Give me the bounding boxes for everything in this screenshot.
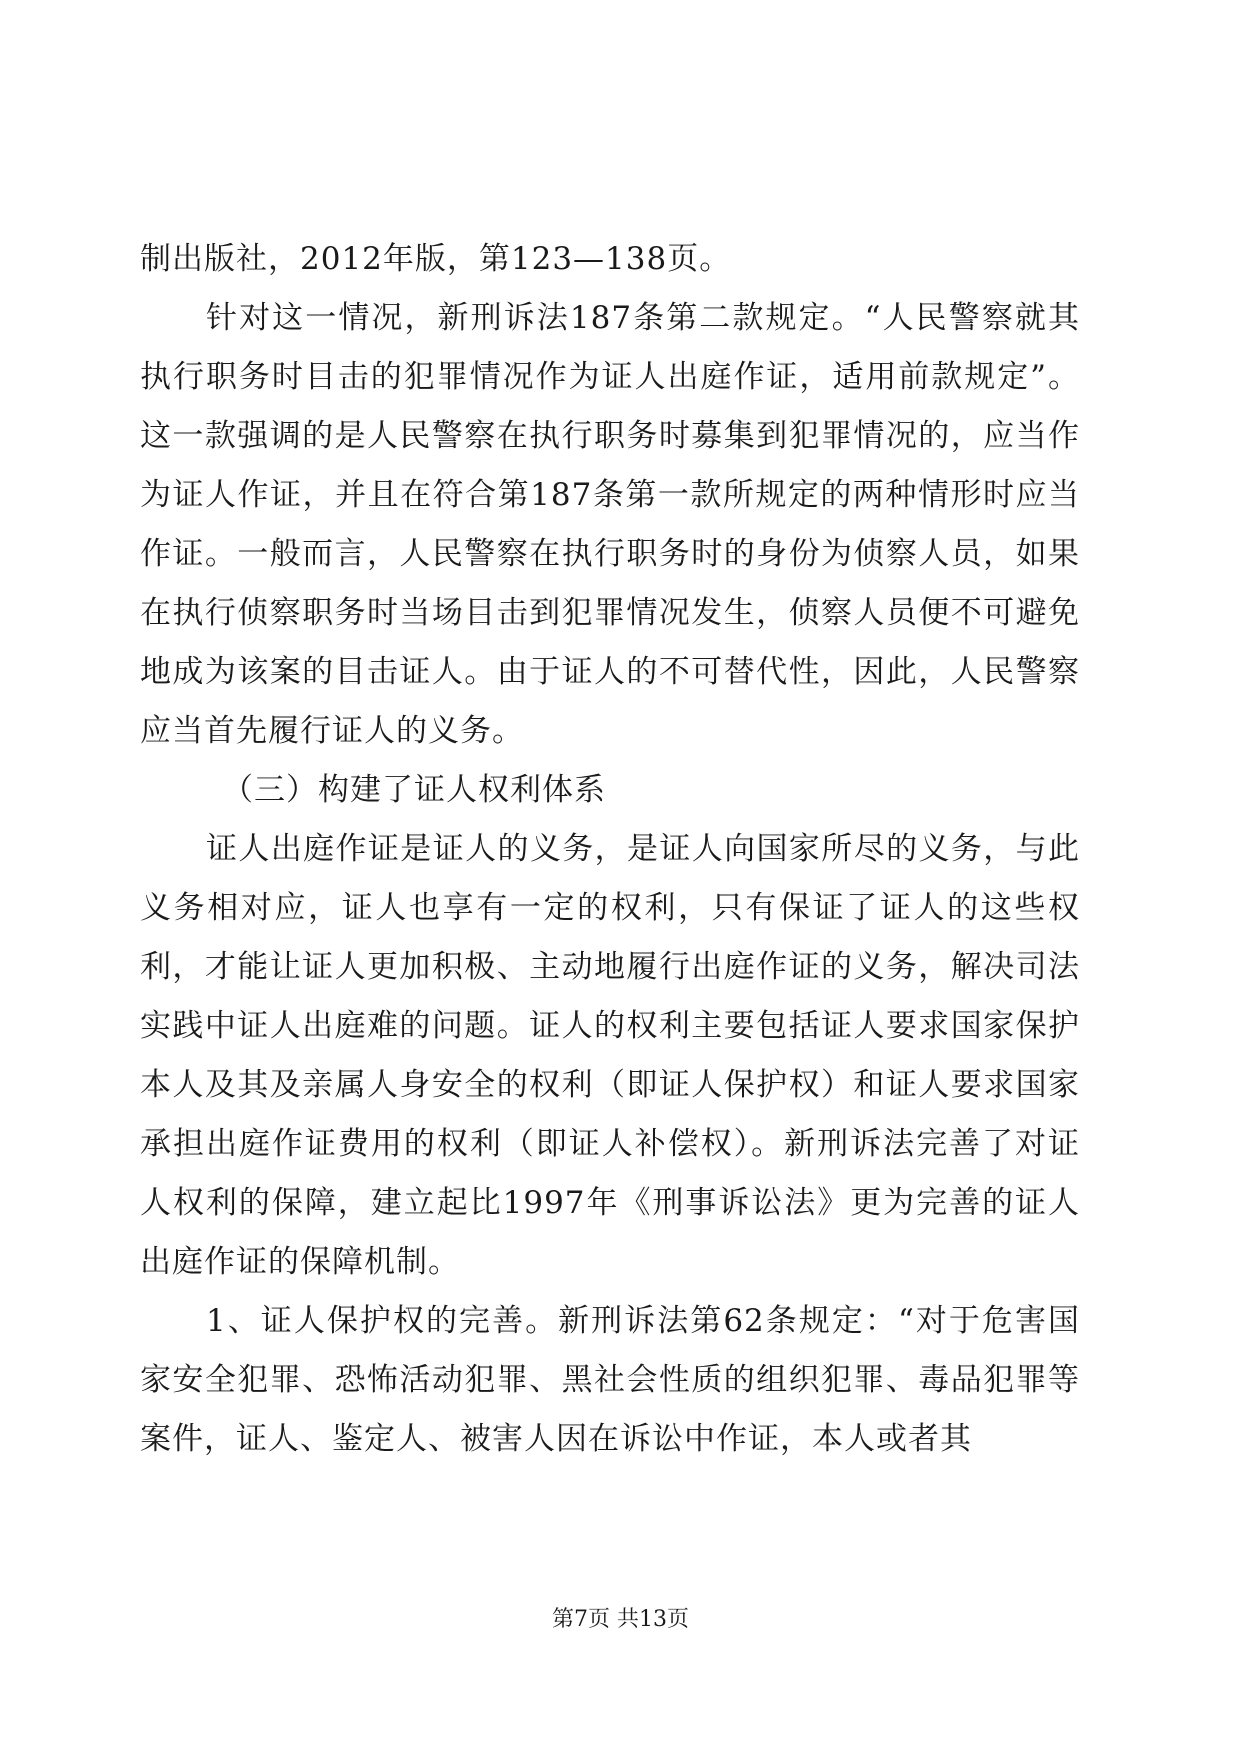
paragraph-protection-right: 1、证人保护权的完善。新刑诉法第62条规定：“对于危害国家安全犯罪、恐怖活动犯罪、黑社会性质的组织犯罪、毒品犯罪等案件，证人、鉴定人、被害人因在诉讼中作证，本人或者其 [140,1303,1080,1457]
paragraph-continuation: 制出版社，2012年版，第123—138页。 [140,241,732,277]
section-heading: （三）构建了证人权利体系 [222,772,606,808]
document-body [140,230,1080,1469]
paragraph-witness-rights: 证人出庭作证是证人的义务，是证人向国家所尽的义务，与此义务相对应，证人也享有一定的权利，只有保证了证人的这些权利，才能让证人更加积极、主动地履行出庭作证的义务，解决司法实践中证人出庭难的问题。证人的权利主要包括证人要求国家保护本人及其及亲属人身安全的权利（即证人保护权）和证人要求国家承担出庭作证费用的权利（即证人补偿权）。新刑诉法完善了对证人权利的保障，建立起比1997年《刑事诉讼法》更为完善的证人出庭作证的保障机制。 [140,831,1080,1280]
paragraph-police-testimony: 针对这一情况，新刑诉法187条第二款规定。“人民警察就其执行职务时目击的犯罪情况作为证人出庭作证，适用前款规定”。这一款强调的是人民警察在执行职务时募集到犯罪情况的，应当作为证人作证，并且在符合第187条第一款所规定的两种情形时应当作证。一般而言，人民警察在执行职务时的身份为侦察人员，如果在执行侦察职务时当场目击到犯罪情况发生，侦察人员便不可避免地成为该案的目击证人。由于证人的不可替代性，因此，人民警察应当首先履行证人的义务。 [140,300,1080,749]
page-footer: 第7页 共13页 [552,1607,689,1632]
